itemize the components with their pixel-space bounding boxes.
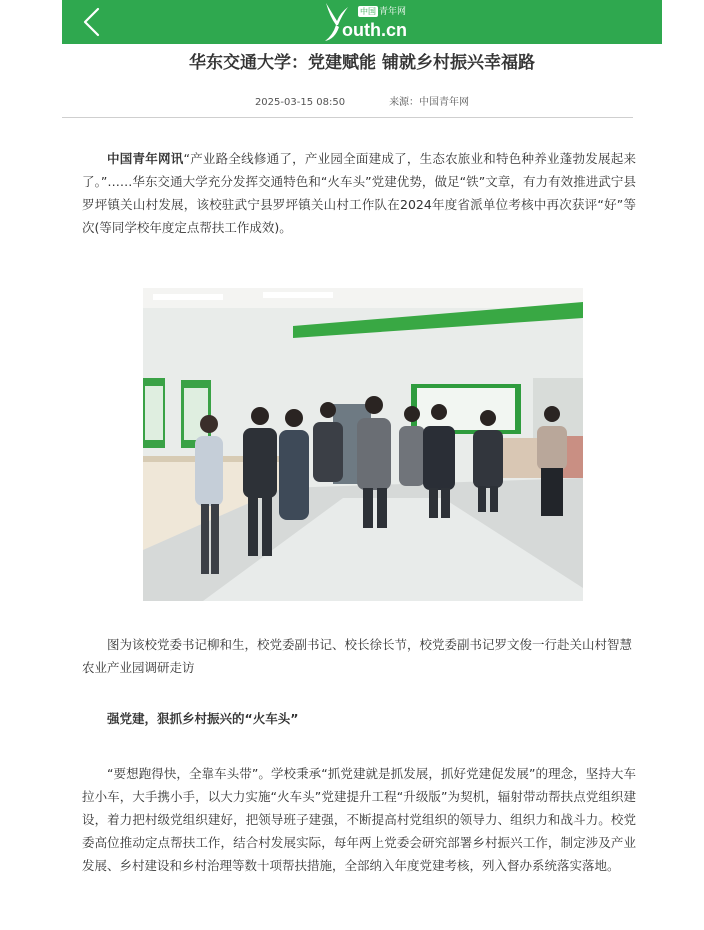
site-logo[interactable] <box>320 1 430 43</box>
chevron-left-icon <box>76 6 112 38</box>
section-heading: 强党建，狠抓乡村振兴的“火车头” <box>107 711 299 726</box>
article-meta <box>62 96 662 110</box>
article-title: 华东交通大学：党建赋能 铺就乡村振兴幸福路 <box>189 53 535 73</box>
back-button[interactable] <box>76 6 112 38</box>
logo-badge: 中国 青年网 <box>360 7 407 17</box>
divider <box>62 117 633 118</box>
article-source: 来源：中国青年网 <box>389 97 470 108</box>
article-photo <box>143 288 583 601</box>
paragraph-2: “要想跑得快，全靠车头带”。学校秉承“抓党建就是抓发展，抓好党建促发展”的理念，坚持大车拉小车，大手携小手，以大力实施“火车头”党建提升工程“升级版”为契机，辐射带动帮扶点党组织建设，着力把村级党组织建好，把领导班子建强，不断提高村党组织的领导力、组织力和战斗力。校党委高位推动定点帮扶工作，结合村发展实际，每年两上党委会研究部署乡村振兴工作，制定涉及产业发展、乡村建设和乡村治理等数十项帮扶措施，全部纳入年度党建考核，列入督办系统落实落地。 <box>82 766 636 873</box>
publish-date: 2025-03-15 08:50 <box>254 97 346 108</box>
paragraph-1-text: “产业路全线修通了，产业园全面建成了，生态农旅业和特色种养业蓬勃发展起来了。”……华东交通大学充分发挥交通特色和“火车头”党建优势，做足“铁”文章，有力有效推进武宁县罗坪镇关山村发展，该校驻武宁县罗坪镇关山村工作队在2024年度省派单位考核中再次获评“好”等次(等同学校年度定点帮扶工作成效)。 <box>82 151 636 235</box>
top-bar <box>62 0 662 44</box>
photo-caption: 图为该校党委书记柳和生，校党委副书记、校长徐长节，校党委副书记罗文俊一行赴关山村智慧农业产业园调研走访 <box>82 637 633 675</box>
lead-label: 中国青年网讯 <box>107 151 184 166</box>
logo-domain: outh.cn <box>342 20 407 40</box>
article-page <box>62 0 662 930</box>
paragraph-1 <box>82 147 636 239</box>
